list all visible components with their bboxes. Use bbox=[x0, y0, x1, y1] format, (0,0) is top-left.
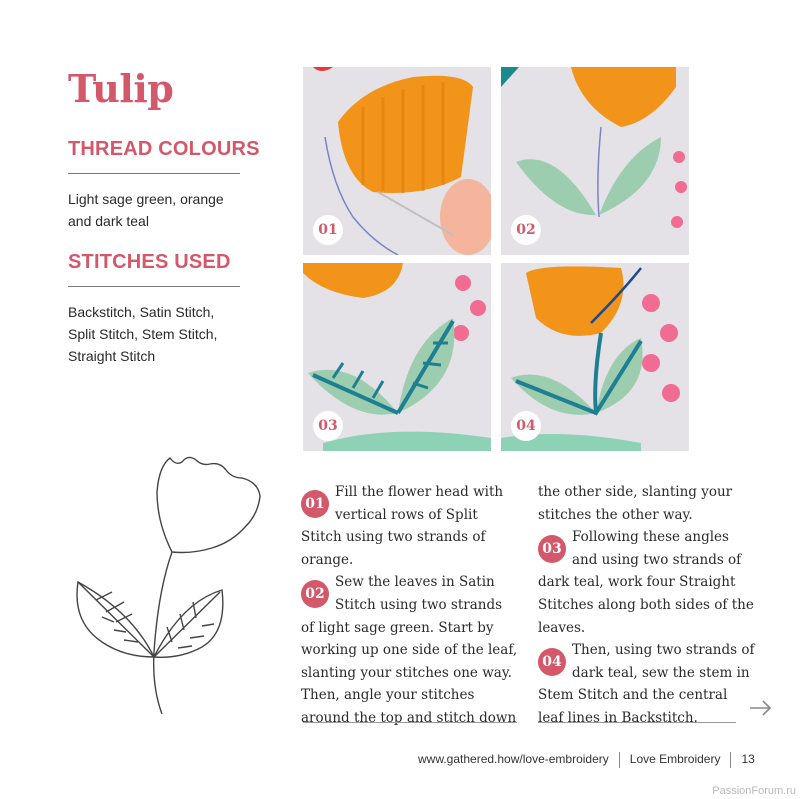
stitches-used-text: Backstitch, Satin Stitch, Split Stitch, Stem Stitch, Straight Stitch bbox=[68, 304, 218, 364]
page-footer bbox=[418, 752, 755, 770]
page-number: 13 bbox=[741, 752, 755, 767]
footer-separator bbox=[730, 752, 731, 768]
step-text: Following these angles and using two strands of dark teal, work four Straight Stitches along both sides of the leaves. bbox=[538, 529, 754, 636]
instructions-column-right bbox=[538, 481, 756, 730]
instructions-column-left bbox=[301, 481, 519, 730]
divider bbox=[538, 722, 736, 723]
step-03 bbox=[538, 526, 756, 639]
stitches-used-heading: STITCHES USED bbox=[68, 251, 231, 273]
photo-step-label: 01 bbox=[313, 215, 343, 245]
step-04 bbox=[538, 639, 756, 729]
step-02 bbox=[301, 571, 519, 729]
divider bbox=[68, 173, 240, 174]
next-page-arrow-icon bbox=[748, 697, 774, 719]
thread-colours-heading: THREAD COLOURS bbox=[68, 138, 260, 160]
step-number-badge: 02 bbox=[301, 580, 329, 608]
step-01 bbox=[301, 481, 519, 571]
divider bbox=[303, 722, 517, 723]
footer-magazine: Love Embroidery bbox=[629, 752, 721, 767]
step-photo-03 bbox=[303, 263, 491, 451]
step-02-continued: the other side, slanting your stitches the other way. bbox=[538, 484, 733, 523]
step-number-badge: 04 bbox=[538, 648, 566, 676]
step-number-badge: 03 bbox=[538, 535, 566, 563]
tulip-template-illustration bbox=[62, 452, 272, 722]
step-text: Fill the flower head with vertical rows of Split Stitch using two strands of orange. bbox=[301, 484, 504, 568]
page-title: Tulip bbox=[68, 66, 174, 111]
step-text: Sew the leaves in Satin Stitch using two strands of light sage green. Start by working up one side of the leaf, slanting your stitches one way. Then, angle your stitches around the top and stitch down bbox=[301, 574, 518, 726]
step-photo-01 bbox=[303, 67, 491, 255]
photo-step-label: 02 bbox=[511, 215, 541, 245]
photo-step-label: 04 bbox=[511, 411, 541, 441]
photo-step-label: 03 bbox=[313, 411, 343, 441]
step-text: Then, using two strands of dark teal, sew the stem in Stem Stitch and the central leaf lines in Backstitch. bbox=[538, 642, 755, 726]
footer-url: www.gathered.how/love-embroidery bbox=[418, 752, 609, 767]
step-number-badge: 01 bbox=[301, 490, 329, 518]
footer-separator bbox=[619, 752, 620, 768]
step-photo-02 bbox=[501, 67, 689, 255]
thread-colours-text: Light sage green, orange and dark teal bbox=[68, 191, 224, 229]
divider bbox=[68, 286, 240, 287]
step-photo-04 bbox=[501, 263, 689, 451]
watermark: PassionForum.ru bbox=[712, 785, 796, 797]
